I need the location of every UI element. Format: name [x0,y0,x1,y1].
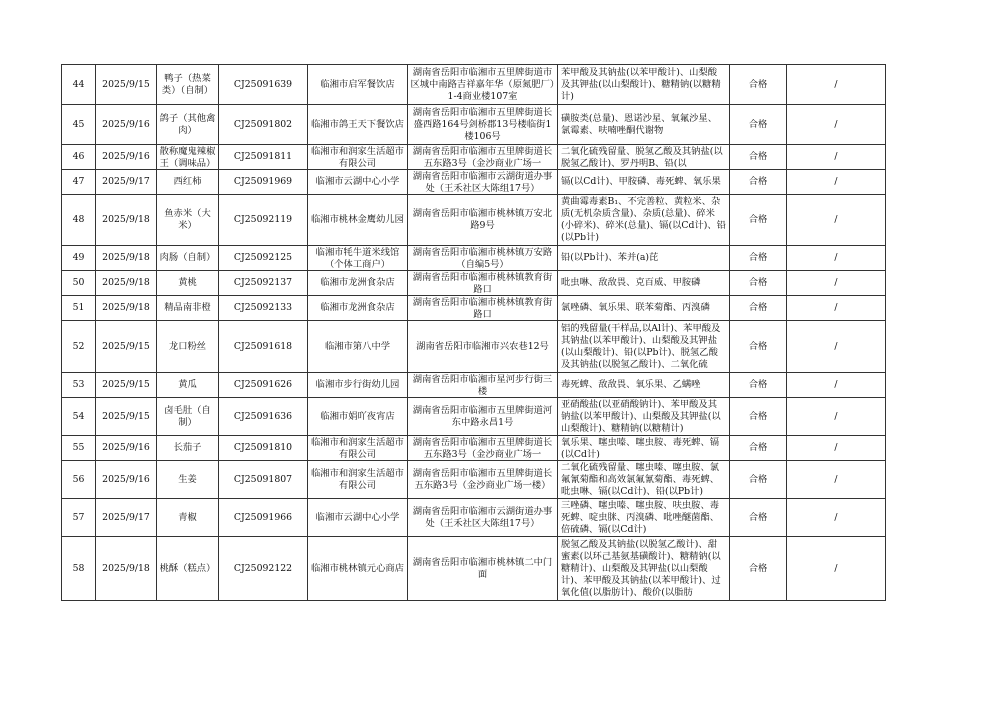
unit-address-text: 湖南省岳阳市临湘市桃林镇教育街路口 [412,296,553,320]
unit-address-cell [408,373,558,398]
sample-name-cell [157,373,219,398]
row-number-cell [62,145,96,170]
sampling-date-cell [96,436,157,461]
unit-address-cell [408,499,558,537]
row-number-cell [62,170,96,195]
sample-code-cell [219,461,308,499]
sampling-date-text: 2025/9/18 [102,302,150,313]
row-number-text: 48 [72,214,85,225]
sampled-unit-text: 临湘市和润家生活超市有限公司 [311,467,404,491]
result-cell [730,296,787,321]
test-items-cell [558,271,730,296]
remarks-cell [787,170,886,195]
sample-name-cell [157,436,219,461]
sample-name-cell [157,145,219,170]
unit-address-cell [408,321,558,373]
row-number-cell [62,499,96,537]
sampled-unit-cell [308,65,408,105]
remarks-text: / [834,78,838,90]
unit-address-cell [408,65,558,105]
remarks-cell [787,195,886,246]
row-number-text: 50 [72,277,85,288]
result-text: 合格 [748,214,768,225]
unit-address-text: 湖南省岳阳市临湘市桃林镇万安北路9号 [412,208,553,231]
sample-code-cell [219,296,308,321]
sampling-date-cell [96,537,157,601]
sample-code-text: CJ25091810 [233,442,293,453]
table-row [62,271,886,296]
sample-code-text: CJ25092137 [233,277,293,288]
unit-address-cell [408,461,558,499]
sampled-unit-text: 临湘市桃林镇元心商店 [311,562,404,574]
row-number-text: 49 [72,252,85,263]
row-number-text: 54 [72,410,85,422]
sample-code-cell [219,321,308,373]
unit-address-text: 湖南省岳阳市临湘市桃林镇万安路（自编5号） [412,246,553,270]
remarks-cell [787,461,886,499]
sample-name-text: 鱼赤米（大米） [164,208,211,231]
sample-code-cell [219,145,308,170]
remarks-cell [787,499,886,537]
row-number-cell [62,461,96,499]
table-row [62,373,886,398]
row-number-cell [62,271,96,296]
sampled-unit-cell [308,246,408,271]
sampling-date-cell [96,246,157,271]
result-cell [730,398,787,436]
result-cell [730,373,787,398]
sampling-date-text: 2025/9/16 [102,118,150,130]
result-cell [730,271,787,296]
row-number-cell [62,105,96,145]
result-text: 合格 [748,379,768,390]
test-items-text: 磺胺类(总量)、恩诺沙星、氧氟沙星、氯霉素、呋喃唑酮代谢物 [561,112,718,136]
table-row [62,105,886,145]
sampled-unit-text: 临湘市娟吖夜宵店 [320,410,395,422]
result-text: 合格 [748,252,768,263]
remarks-text: / [834,511,838,523]
result-cell [730,461,787,499]
sampled-unit-cell [308,321,408,373]
remarks-text: / [834,176,838,187]
unit-address-text: 湖南省岳阳市临湘市五里牌街道河东中路永昌1号 [412,404,553,428]
sampling-date-text: 2025/9/15 [102,379,150,390]
result-cell [730,499,787,537]
sample-code-text: CJ25091969 [233,176,293,187]
test-items-cell [558,296,730,321]
sample-name-cell [157,537,219,601]
sample-code-text: CJ25091626 [233,379,293,390]
sample-name-cell [157,195,219,246]
test-items-cell [558,537,730,601]
result-text: 合格 [748,176,768,187]
sample-code-text: CJ25091807 [233,473,293,485]
table-row [62,145,886,170]
inspection-results-table [61,64,886,601]
sampled-unit-text: 临湘市第八中学 [324,340,391,352]
sample-code-text: CJ25092119 [233,214,293,225]
result-text: 合格 [748,410,768,422]
sample-name-text: 黄瓜 [178,379,197,390]
unit-address-text: 湖南省岳阳市临湘市五里牌街道长盛西路164号剑桥郡13号楼临街1楼106号 [412,106,553,142]
sampled-unit-cell [308,398,408,436]
sample-name-cell [157,461,219,499]
test-items-cell [558,499,730,537]
result-cell [730,246,787,271]
sample-name-text: 肉肠（自制） [159,252,216,263]
row-number-text: 46 [72,151,85,162]
sample-code-cell [219,65,308,105]
sampling-date-cell [96,195,157,246]
sampling-date-cell [96,170,157,195]
sample-name-text: 青椒 [178,511,197,523]
sample-code-cell [219,170,308,195]
result-text: 合格 [748,562,768,574]
remarks-text: / [834,410,838,422]
result-text: 合格 [748,302,768,313]
remarks-cell [787,537,886,601]
sampled-unit-cell [308,499,408,537]
sampled-unit-text: 临湘市龙洲食杂店 [320,302,395,313]
test-items-text: 铝的残留量(干样品,以Al计)、苯甲酸及其钠盐(以苯甲酸计)、山梨酸及其钾盐(以山梨酸计)、铅(以Pb计)、脱氢乙酸及其钠盐(以脱氢乙酸计)、二氧化硫 [561,322,721,370]
remarks-text: / [834,214,838,225]
remarks-text: / [834,442,838,453]
test-items-text: 二氧化硫残留量、脱氢乙酸及其钠盐(以脱氢乙酸计)、罗丹明B、铅(以 [561,145,723,169]
sampling-date-text: 2025/9/18 [102,562,150,574]
table-row [62,65,886,105]
sampling-date-text: 2025/9/15 [102,78,150,90]
sampling-date-cell [96,65,157,105]
test-items-cell [558,373,730,398]
sampling-date-cell [96,373,157,398]
sampling-date-text: 2025/9/16 [102,442,150,453]
result-cell [730,321,787,373]
row-number-text: 58 [72,562,85,574]
row-number-text: 44 [72,78,85,90]
remarks-cell [787,436,886,461]
unit-address-text: 湖南省岳阳市临湘市五里牌街道长五东路3号（金沙商业广场一 [412,145,553,169]
sampled-unit-cell [308,296,408,321]
sampling-date-text: 2025/9/18 [102,214,150,225]
sample-code-cell [219,271,308,296]
test-items-cell [558,246,730,271]
test-items-text: 毒死蜱、敌敌畏、氧乐果、乙螨唑 [561,379,701,390]
test-items-cell [558,105,730,145]
sampled-unit-text: 临湘市龙洲食杂店 [320,277,395,288]
row-number-cell [62,436,96,461]
test-items-cell [558,436,730,461]
sampling-date-cell [96,296,157,321]
unit-address-cell [408,271,558,296]
sample-name-text: 鸭子（热菜类）（自制） [161,72,214,96]
row-number-text: 51 [72,302,85,313]
remarks-cell [787,65,886,105]
sampled-unit-cell [308,461,408,499]
remarks-text: / [834,277,838,288]
sample-name-cell [157,271,219,296]
sampling-date-text: 2025/9/18 [102,252,150,263]
row-number-cell [62,373,96,398]
test-items-cell [558,65,730,105]
sampled-unit-cell [308,436,408,461]
sample-name-cell [157,321,219,373]
sample-name-cell [157,170,219,195]
unit-address-cell [408,398,558,436]
table-row [62,170,886,195]
table-row [62,195,886,246]
sample-code-cell [219,373,308,398]
sampled-unit-text: 临湘市启军餐饮店 [320,78,395,90]
remarks-text: / [834,118,838,130]
row-number-cell [62,296,96,321]
table-row [62,321,886,373]
sampling-date-cell [96,321,157,373]
row-number-text: 57 [72,511,85,523]
result-cell [730,537,787,601]
sample-code-text: CJ25092122 [233,562,293,574]
test-items-cell [558,145,730,170]
sampling-date-cell [96,271,157,296]
sampled-unit-text: 临湘市步行街幼儿园 [315,379,400,390]
result-text: 合格 [748,118,768,130]
row-number-text: 55 [72,442,85,453]
unit-address-text: 湖南省岳阳市临湘市云湖街道办事处（王禾社区大陈组17号） [412,170,553,194]
row-number-cell [62,65,96,105]
sample-name-text: 长茄子 [173,442,202,453]
sample-code-cell [219,398,308,436]
unit-address-text: 湖南省岳阳市临湘市云湖街道办事处（王禾社区大陈组17号） [412,505,553,529]
unit-address-text: 湖南省岳阳市临湘市星河步行街三楼 [412,373,553,397]
remarks-cell [787,373,886,398]
sample-code-text: CJ25091636 [233,410,293,422]
remarks-text: / [834,252,838,263]
result-text: 合格 [748,442,768,453]
sample-name-cell [157,105,219,145]
sample-name-text: 桃酥（糕点） [159,562,216,574]
result-text: 合格 [748,277,768,288]
remarks-text: / [834,473,838,485]
row-number-cell [62,321,96,373]
sampled-unit-text: 临湘市桃林金鹰幼儿园 [311,214,404,225]
sampled-unit-cell [308,105,408,145]
sampling-date-text: 2025/9/16 [102,473,150,485]
sampling-date-text: 2025/9/17 [102,511,150,523]
test-items-text: 黄曲霉毒素B₁、不完善粒、黄粒米、杂质(无机杂质含量)、杂质(总量)、碎米(小碎米)、碎米(总量)、镉(以Cd计)、铅(以Pb计) [561,196,726,243]
test-items-text: 亚硝酸盐(以亚硝酸钠计)、苯甲酸及其钠盐(以苯甲酸计)、山梨酸及其钾盐(以山梨酸计)、糖精钠(以糖精计) [561,398,721,434]
sample-code-text: CJ25091618 [233,340,293,352]
sampled-unit-text: 临湘市鸽王天下餐饮店 [311,118,404,130]
row-number-text: 52 [72,340,85,352]
sampled-unit-text: 临湘市云湖中心小学 [315,176,400,187]
row-number-text: 45 [72,118,85,130]
table-row [62,398,886,436]
test-items-text: 氧乐果、噻虫嗪、噻虫胺、毒死蜱、镉(以Cd计) [561,436,720,460]
sampled-unit-text: 临湘市和润家生活超市有限公司 [311,145,404,169]
unit-address-cell [408,170,558,195]
unit-address-text: 湖南省岳阳市临湘市五里牌街道市区城中南路吉祥嘉年华（原氮肥厂）1-4商业楼107室 [410,66,555,102]
result-text: 合格 [748,78,768,90]
sample-name-cell [157,296,219,321]
sampled-unit-cell [308,537,408,601]
sample-code-text: CJ25091639 [233,78,293,90]
result-cell [730,436,787,461]
sample-code-cell [219,195,308,246]
sample-code-text: CJ25091811 [233,151,293,162]
row-number-cell [62,246,96,271]
sample-name-text: 龙口粉丝 [168,340,207,352]
remarks-cell [787,105,886,145]
unit-address-text: 湖南省岳阳市临湘市桃林镇二中门面 [412,556,553,580]
result-text: 合格 [748,511,768,523]
test-items-text: 脱氢乙酸及其钠盐(以脱氢乙酸计)、甜蜜素(以环己基氨基磺酸计)、糖精钠(以糖精计)、山梨酸及其钾盐(以山梨酸计)、苯甲酸及其钠盐(以苯甲酸计)、过氧化值(以脂肪计)、酸价(以脂肪 [561,538,721,598]
sample-name-text: 精品南非橙 [164,302,211,313]
unit-address-cell [408,105,558,145]
table-row [62,461,886,499]
remarks-cell [787,246,886,271]
table-body [62,65,886,601]
unit-address-cell [408,436,558,461]
sample-name-text: 鸽子（其他禽肉） [159,112,216,136]
sample-code-text: CJ25092133 [233,302,293,313]
test-items-cell [558,321,730,373]
sampled-unit-text: 临湘市云湖中心小学 [315,511,400,523]
sample-name-text: 西红柿 [173,176,202,187]
sample-name-text: 散称魔鬼辣椒王（调味品） [159,145,216,169]
row-number-text: 53 [72,379,85,390]
sample-code-text: CJ25091802 [233,118,293,130]
sample-code-cell [219,246,308,271]
result-cell [730,105,787,145]
sampling-date-cell [96,461,157,499]
unit-address-cell [408,195,558,246]
sample-code-text: CJ25091966 [233,511,293,523]
test-items-cell [558,461,730,499]
sampling-date-cell [96,105,157,145]
result-cell [730,170,787,195]
sampling-date-cell [96,398,157,436]
result-cell [730,195,787,246]
test-items-text: 三唑磷、噻虫嗪、噻虫胺、呋虫胺、毒死蜱、啶虫脒、丙溴磷、吡唑醚菌酯、倍硫磷、镉(以Cd计) [561,499,720,535]
sampled-unit-cell [308,170,408,195]
sample-code-cell [219,105,308,145]
remarks-text: / [834,151,838,162]
remarks-cell [787,271,886,296]
unit-address-text: 湖南省岳阳市临湘市桃林镇教育街路口 [412,271,553,295]
remarks-text: / [834,340,838,352]
row-number-cell [62,398,96,436]
sampled-unit-text: 临湘市牦牛道米线馆（个体工商户） [315,246,400,270]
unit-address-cell [408,246,558,271]
table-row [62,499,886,537]
table-row [62,246,886,271]
test-items-text: 镉(以Cd计)、甲胺磷、毒死蜱、氧乐果 [561,176,721,187]
sampling-date-text: 2025/9/16 [102,151,150,162]
sample-name-text: 卤毛肚（自制） [164,404,211,428]
unit-address-text: 湖南省岳阳市临湘市兴农巷12号 [416,340,549,352]
sample-name-text: 生姜 [178,473,197,485]
test-items-text: 氯唑磷、氧乐果、联苯菊酯、丙溴磷 [561,302,710,313]
sample-name-cell [157,499,219,537]
sample-code-text: CJ25092125 [233,252,293,263]
sampling-date-text: 2025/9/15 [102,340,150,352]
unit-address-text: 湖南省岳阳市临湘市五里牌街道长五东路3号（金沙商业广场一楼） [412,467,553,491]
result-text: 合格 [748,473,768,485]
table-row [62,436,886,461]
remarks-cell [787,145,886,170]
sample-code-cell [219,537,308,601]
test-items-text: 铅(以Pb计)、苯并(a)芘 [561,252,659,263]
unit-address-cell [408,145,558,170]
sample-name-text: 黄桃 [178,277,197,288]
row-number-cell [62,537,96,601]
test-items-text: 苯甲酸及其钠盐(以苯甲酸计)、山梨酸及其钾盐(以山梨酸计)、糖精钠(以糖精计) [561,66,721,102]
sample-name-cell [157,398,219,436]
sampled-unit-text: 临湘市和润家生活超市有限公司 [311,436,404,460]
table-row [62,537,886,601]
sampling-date-cell [96,145,157,170]
test-items-text: 二氧化硫残留量、噻虫嗪、噻虫胺、氯氟氰菊酯和高效氯氟氰菊酯、毒死蜱、吡虫啉、镉(以Cd计)、铅(以Pb计) [561,461,720,497]
test-items-cell [558,195,730,246]
remarks-cell [787,398,886,436]
row-number-text: 47 [72,176,85,187]
test-items-cell [558,398,730,436]
remarks-cell [787,296,886,321]
result-text: 合格 [748,340,768,352]
sampled-unit-cell [308,195,408,246]
remarks-cell [787,321,886,373]
sampling-date-text: 2025/9/15 [102,410,150,422]
test-items-text: 吡虫啉、敌敌畏、克百威、甲胺磷 [561,277,701,288]
test-items-cell [558,170,730,195]
sample-code-cell [219,436,308,461]
result-cell [730,145,787,170]
sampling-date-cell [96,499,157,537]
row-number-cell [62,195,96,246]
sampled-unit-cell [308,373,408,398]
result-cell [730,65,787,105]
sampled-unit-cell [308,271,408,296]
sample-name-cell [157,246,219,271]
remarks-text: / [834,562,838,574]
sampling-date-text: 2025/9/17 [102,176,150,187]
sample-name-cell [157,65,219,105]
row-number-text: 56 [72,473,85,485]
sample-code-cell [219,499,308,537]
unit-address-cell [408,537,558,601]
sampled-unit-cell [308,145,408,170]
table-row [62,296,886,321]
sampling-date-text: 2025/9/18 [102,277,150,288]
unit-address-cell [408,296,558,321]
remarks-text: / [834,302,838,313]
remarks-text: / [834,379,838,390]
unit-address-text: 湖南省岳阳市临湘市五里牌街道长五东路3号（金沙商业广场一 [412,436,553,460]
result-text: 合格 [748,151,768,162]
